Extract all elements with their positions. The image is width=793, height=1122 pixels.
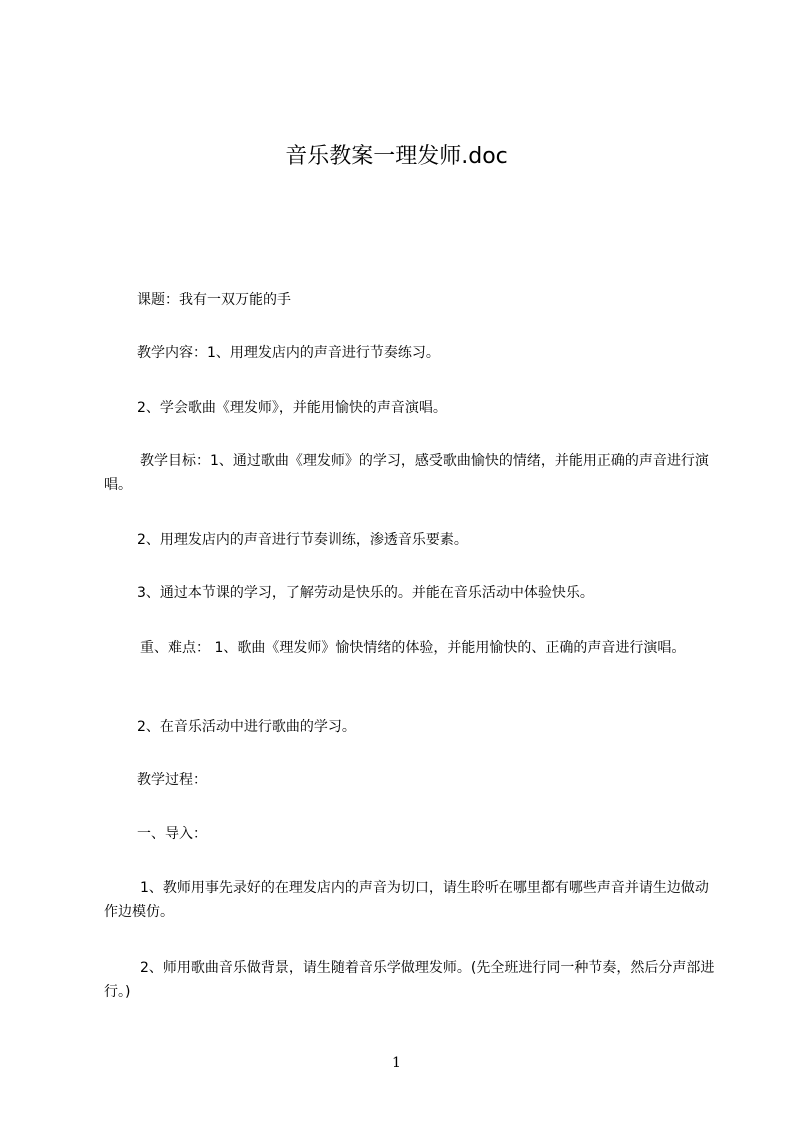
paragraph-goal-item-2: 2、用理发店内的声音进行节奏训练，渗透音乐要素。 bbox=[137, 532, 468, 548]
paragraph-intro-step-2: 2、师用歌曲音乐做背景，请生随着音乐学做理发师。(先全班进行同一种节奏，然后分声部进行。) bbox=[104, 960, 715, 1000]
document-title: 音乐教案一理发师.doc bbox=[285, 144, 508, 169]
paragraph-key-points: 重、难点： 1、歌曲《理发师》愉快情绪的体验，并能用愉快的、正确的声音进行演唱。 bbox=[140, 640, 686, 656]
paragraph-content-item-2: 2、学会歌曲《理发师》，并能用愉快的声音演唱。 bbox=[137, 400, 447, 416]
paragraph-intro-step-1: 1、教师用事先录好的在理发店内的声音为切口，请生聆听在哪里都有哪些声音并请生边做动作边模仿。 bbox=[104, 880, 709, 920]
paragraph-teaching-process: 教学过程： bbox=[137, 772, 207, 788]
paragraph-goal-item-3: 3、通过本节课的学习，了解劳动是快乐的。并能在音乐活动中体验快乐。 bbox=[137, 585, 594, 601]
paragraph-teaching-goals: 教学目标：1、通过歌曲《理发师》的学习，感受歌曲愉快的情绪，并能用正确的声音进行演唱。 bbox=[104, 453, 709, 493]
paragraph-topic: 课题：我有一双万能的手 bbox=[137, 292, 291, 308]
paragraph-teaching-content: 教学内容：1、用理发店内的声音进行节奏练习。 bbox=[137, 345, 440, 361]
page-number: 1 bbox=[392, 1055, 401, 1071]
paragraph-section-intro: 一、导入： bbox=[137, 826, 207, 842]
paragraph-key-point-2: 2、在音乐活动中进行歌曲的学习。 bbox=[137, 719, 356, 735]
